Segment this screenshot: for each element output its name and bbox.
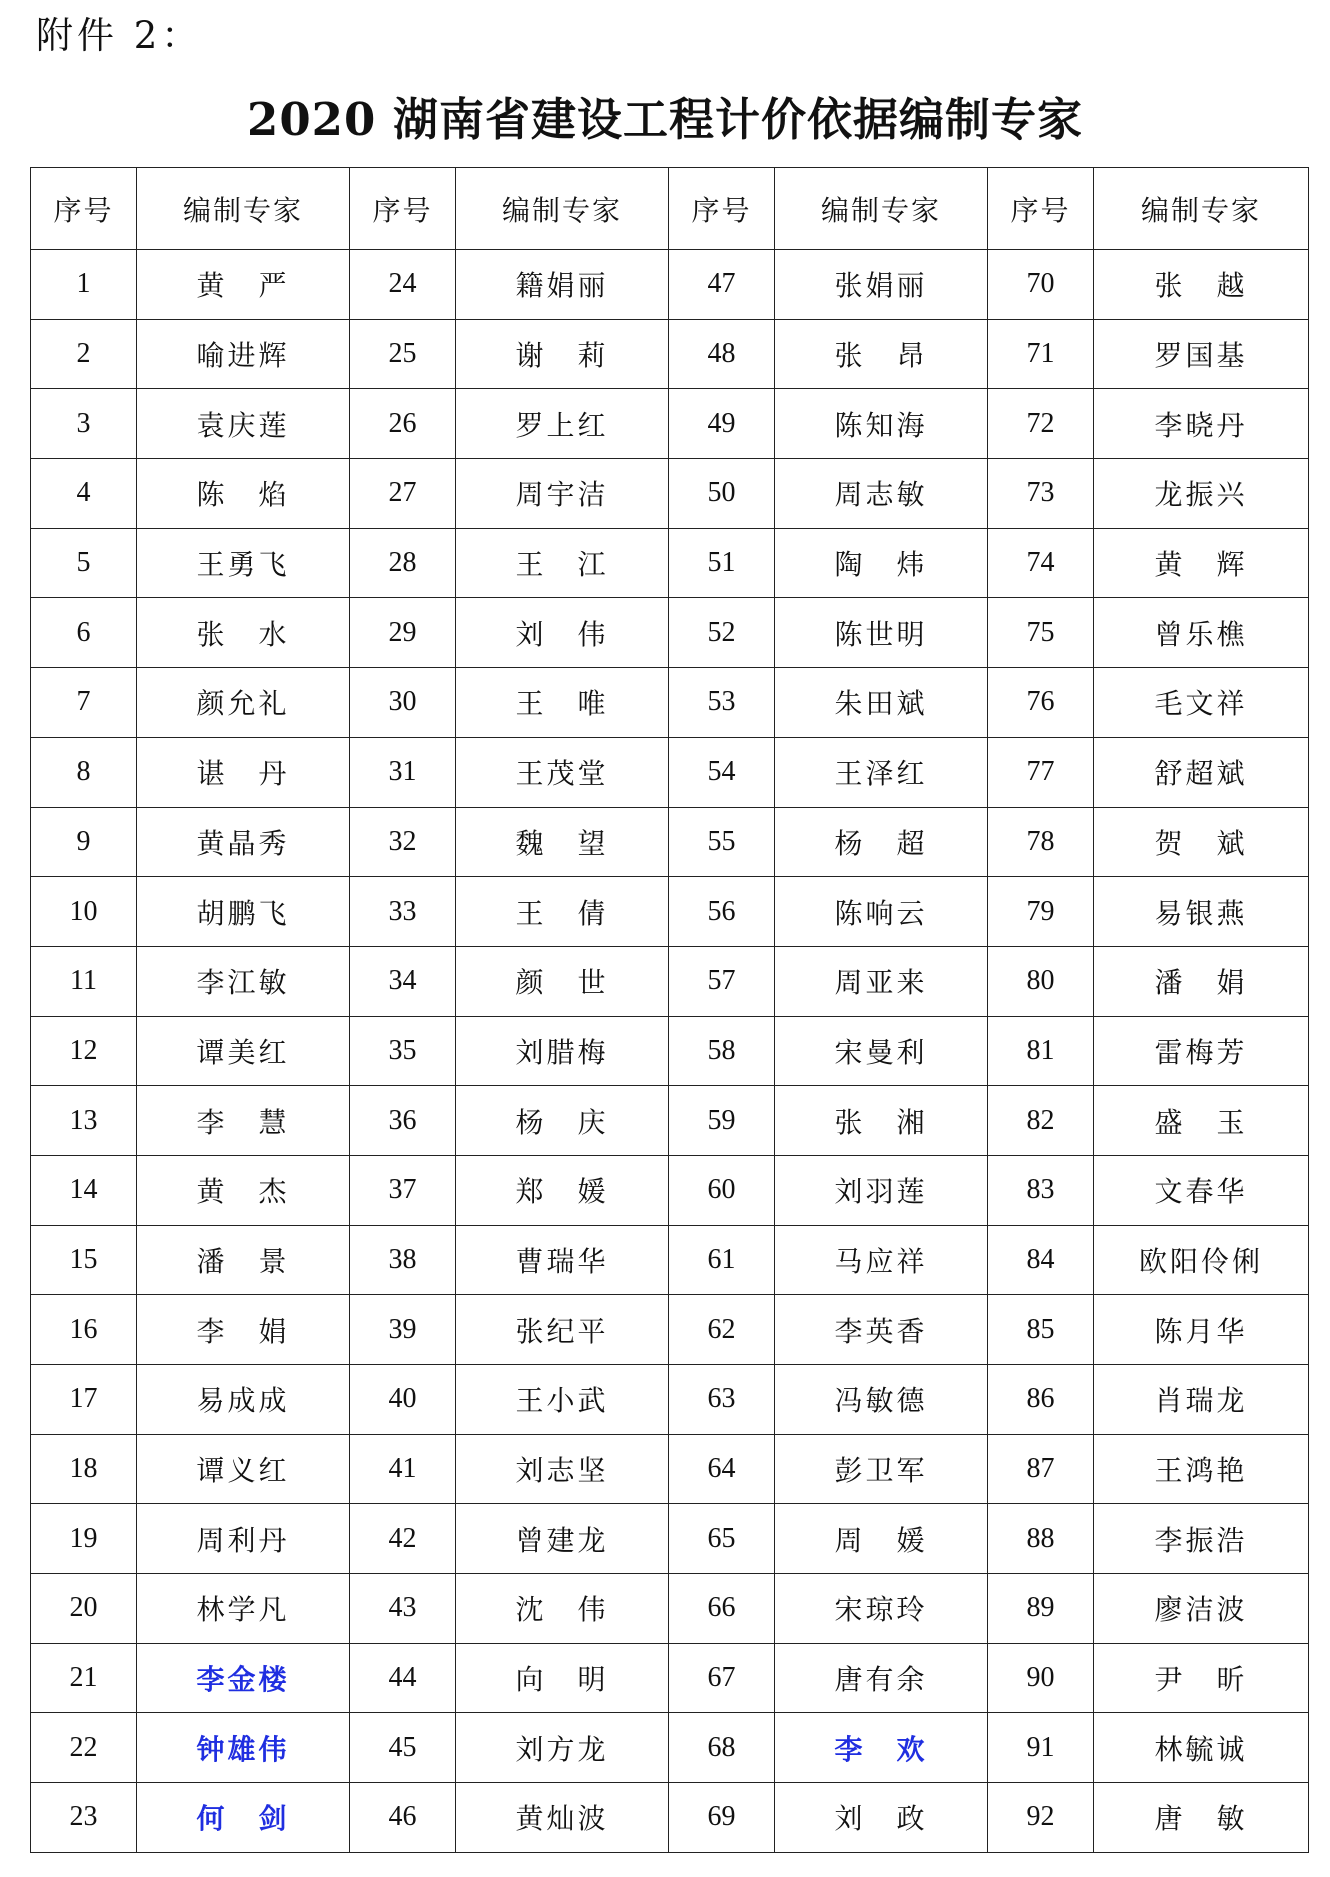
table-body	[31, 250, 1309, 1853]
serial-number-cell: 27	[350, 459, 456, 529]
expert-name-cell: 潘 景	[137, 1225, 350, 1295]
expert-name-cell: 何 剑	[137, 1783, 350, 1853]
expert-name-cell: 王茂堂	[456, 737, 669, 807]
serial-number-cell: 63	[669, 1365, 775, 1435]
serial-number-cell: 6	[31, 598, 137, 668]
serial-number-cell: 56	[669, 877, 775, 947]
expert-name-cell: 黄 辉	[1094, 528, 1309, 598]
serial-number-cell: 48	[669, 319, 775, 389]
table-header-row	[31, 168, 1309, 250]
expert-name-cell: 张娟丽	[775, 250, 988, 320]
expert-name-cell: 黄灿波	[456, 1783, 669, 1853]
expert-name-cell: 钟雄伟	[137, 1713, 350, 1783]
expert-name-cell: 周 媛	[775, 1504, 988, 1574]
expert-name-cell: 曹瑞华	[456, 1225, 669, 1295]
serial-number-cell: 8	[31, 737, 137, 807]
expert-name-cell: 刘方龙	[456, 1713, 669, 1783]
expert-name-cell: 颜 世	[456, 946, 669, 1016]
serial-number-cell: 32	[350, 807, 456, 877]
serial-number-cell: 91	[988, 1713, 1094, 1783]
expert-name-cell: 肖瑞龙	[1094, 1365, 1309, 1435]
expert-name-cell: 张 湘	[775, 1086, 988, 1156]
expert-name-cell: 王泽红	[775, 737, 988, 807]
serial-number-cell: 13	[31, 1086, 137, 1156]
serial-number-cell: 52	[669, 598, 775, 668]
serial-number-cell: 14	[31, 1155, 137, 1225]
serial-number-cell: 45	[350, 1713, 456, 1783]
expert-name-cell: 喻进辉	[137, 319, 350, 389]
serial-number-cell: 3	[31, 389, 137, 459]
serial-number-cell: 83	[988, 1155, 1094, 1225]
expert-name-cell: 刘腊梅	[456, 1016, 669, 1086]
expert-name-cell: 周志敏	[775, 459, 988, 529]
expert-name-cell: 陈 焰	[137, 459, 350, 529]
table-row	[31, 1295, 1309, 1365]
expert-name-cell: 罗上红	[456, 389, 669, 459]
expert-name-cell: 谭义红	[137, 1434, 350, 1504]
expert-name-cell: 李 慧	[137, 1086, 350, 1156]
expert-name-cell: 张 昂	[775, 319, 988, 389]
table-row	[31, 319, 1309, 389]
expert-name-cell: 谢 莉	[456, 319, 669, 389]
expert-name-cell: 李 娟	[137, 1295, 350, 1365]
serial-number-cell: 28	[350, 528, 456, 598]
serial-number-cell: 34	[350, 946, 456, 1016]
expert-name-cell: 籍娟丽	[456, 250, 669, 320]
expert-name-cell: 向 明	[456, 1643, 669, 1713]
serial-number-cell: 40	[350, 1365, 456, 1435]
serial-number-cell: 41	[350, 1434, 456, 1504]
table-row	[31, 807, 1309, 877]
expert-name-cell: 刘志坚	[456, 1434, 669, 1504]
table-row	[31, 528, 1309, 598]
table-row	[31, 1155, 1309, 1225]
expert-name-cell: 林毓诚	[1094, 1713, 1309, 1783]
table-row	[31, 1434, 1309, 1504]
serial-number-cell: 90	[988, 1643, 1094, 1713]
serial-number-cell: 78	[988, 807, 1094, 877]
table-row	[31, 1225, 1309, 1295]
serial-number-cell: 23	[31, 1783, 137, 1853]
expert-name-cell: 王鸿艳	[1094, 1434, 1309, 1504]
serial-number-cell: 76	[988, 668, 1094, 738]
expert-name-cell: 林学凡	[137, 1574, 350, 1644]
serial-number-cell: 46	[350, 1783, 456, 1853]
serial-number-cell: 64	[669, 1434, 775, 1504]
expert-name-cell: 王勇飞	[137, 528, 350, 598]
expert-name-cell: 马应祥	[775, 1225, 988, 1295]
serial-number-cell: 9	[31, 807, 137, 877]
expert-name-cell: 陈响云	[775, 877, 988, 947]
expert-name-cell: 王小武	[456, 1365, 669, 1435]
expert-name-cell: 杨 庆	[456, 1086, 669, 1156]
serial-number-cell: 30	[350, 668, 456, 738]
table-row	[31, 598, 1309, 668]
expert-name-cell: 谭美红	[137, 1016, 350, 1086]
serial-number-cell: 67	[669, 1643, 775, 1713]
expert-name-cell: 王 江	[456, 528, 669, 598]
serial-number-cell: 22	[31, 1713, 137, 1783]
serial-number-cell: 42	[350, 1504, 456, 1574]
serial-number-cell: 36	[350, 1086, 456, 1156]
table-row	[31, 1643, 1309, 1713]
serial-number-cell: 58	[669, 1016, 775, 1086]
column-header-serial-number: 序号	[669, 168, 775, 250]
serial-number-cell: 11	[31, 946, 137, 1016]
column-header-expert: 编制专家	[456, 168, 669, 250]
expert-name-cell: 王 倩	[456, 877, 669, 947]
table-row	[31, 1713, 1309, 1783]
serial-number-cell: 43	[350, 1574, 456, 1644]
table-row	[31, 737, 1309, 807]
expert-name-cell: 魏 望	[456, 807, 669, 877]
serial-number-cell: 7	[31, 668, 137, 738]
serial-number-cell: 51	[669, 528, 775, 598]
expert-name-cell: 盛 玉	[1094, 1086, 1309, 1156]
serial-number-cell: 24	[350, 250, 456, 320]
expert-name-cell: 郑 媛	[456, 1155, 669, 1225]
expert-name-cell: 唐有余	[775, 1643, 988, 1713]
expert-name-cell: 朱田斌	[775, 668, 988, 738]
table-row	[31, 946, 1309, 1016]
serial-number-cell: 82	[988, 1086, 1094, 1156]
expert-name-cell: 李江敏	[137, 946, 350, 1016]
expert-name-cell: 龙振兴	[1094, 459, 1309, 529]
table-row	[31, 1016, 1309, 1086]
serial-number-cell: 66	[669, 1574, 775, 1644]
serial-number-cell: 68	[669, 1713, 775, 1783]
expert-name-cell: 李 欢	[775, 1713, 988, 1783]
expert-name-cell: 冯敏德	[775, 1365, 988, 1435]
expert-name-cell: 廖洁波	[1094, 1574, 1309, 1644]
serial-number-cell: 44	[350, 1643, 456, 1713]
expert-name-cell: 刘 政	[775, 1783, 988, 1853]
expert-name-cell: 周宇洁	[456, 459, 669, 529]
table-row	[31, 389, 1309, 459]
serial-number-cell: 80	[988, 946, 1094, 1016]
serial-number-cell: 31	[350, 737, 456, 807]
expert-name-cell: 颜允礼	[137, 668, 350, 738]
expert-name-cell: 尹 昕	[1094, 1643, 1309, 1713]
expert-name-cell: 刘 伟	[456, 598, 669, 668]
serial-number-cell: 77	[988, 737, 1094, 807]
table-row	[31, 1365, 1309, 1435]
table-row	[31, 459, 1309, 529]
serial-number-cell: 57	[669, 946, 775, 1016]
expert-name-cell: 贺 斌	[1094, 807, 1309, 877]
serial-number-cell: 19	[31, 1504, 137, 1574]
serial-number-cell: 16	[31, 1295, 137, 1365]
serial-number-cell: 74	[988, 528, 1094, 598]
expert-name-cell: 易成成	[137, 1365, 350, 1435]
table-row	[31, 1504, 1309, 1574]
serial-number-cell: 35	[350, 1016, 456, 1086]
expert-name-cell: 易银燕	[1094, 877, 1309, 947]
serial-number-cell: 26	[350, 389, 456, 459]
expert-name-cell: 舒超斌	[1094, 737, 1309, 807]
serial-number-cell: 54	[669, 737, 775, 807]
column-header-serial-number: 序号	[988, 168, 1094, 250]
expert-name-cell: 毛文祥	[1094, 668, 1309, 738]
serial-number-cell: 10	[31, 877, 137, 947]
table-row	[31, 1574, 1309, 1644]
serial-number-cell: 92	[988, 1783, 1094, 1853]
expert-name-cell: 文春华	[1094, 1155, 1309, 1225]
table-row	[31, 877, 1309, 947]
experts-table	[30, 167, 1309, 1853]
serial-number-cell: 53	[669, 668, 775, 738]
expert-name-cell: 唐 敏	[1094, 1783, 1309, 1853]
table-row	[31, 250, 1309, 320]
serial-number-cell: 2	[31, 319, 137, 389]
serial-number-cell: 59	[669, 1086, 775, 1156]
expert-name-cell: 宋琼玲	[775, 1574, 988, 1644]
serial-number-cell: 87	[988, 1434, 1094, 1504]
serial-number-cell: 49	[669, 389, 775, 459]
expert-name-cell: 陈知海	[775, 389, 988, 459]
serial-number-cell: 15	[31, 1225, 137, 1295]
serial-number-cell: 4	[31, 459, 137, 529]
serial-number-cell: 85	[988, 1295, 1094, 1365]
expert-name-cell: 李振浩	[1094, 1504, 1309, 1574]
expert-name-cell: 陈月华	[1094, 1295, 1309, 1365]
column-header-serial-number: 序号	[350, 168, 456, 250]
expert-name-cell: 张 水	[137, 598, 350, 668]
expert-name-cell: 雷梅芳	[1094, 1016, 1309, 1086]
expert-name-cell: 黄晶秀	[137, 807, 350, 877]
expert-name-cell: 周利丹	[137, 1504, 350, 1574]
serial-number-cell: 61	[669, 1225, 775, 1295]
expert-name-cell: 袁庆莲	[137, 389, 350, 459]
serial-number-cell: 20	[31, 1574, 137, 1644]
serial-number-cell: 88	[988, 1504, 1094, 1574]
serial-number-cell: 1	[31, 250, 137, 320]
serial-number-cell: 73	[988, 459, 1094, 529]
expert-name-cell: 彭卫军	[775, 1434, 988, 1504]
expert-name-cell: 王 唯	[456, 668, 669, 738]
expert-name-cell: 罗国基	[1094, 319, 1309, 389]
serial-number-cell: 17	[31, 1365, 137, 1435]
expert-name-cell: 黄 杰	[137, 1155, 350, 1225]
serial-number-cell: 71	[988, 319, 1094, 389]
serial-number-cell: 47	[669, 250, 775, 320]
serial-number-cell: 37	[350, 1155, 456, 1225]
expert-name-cell: 杨 超	[775, 807, 988, 877]
serial-number-cell: 55	[669, 807, 775, 877]
expert-name-cell: 黄 严	[137, 250, 350, 320]
serial-number-cell: 33	[350, 877, 456, 947]
serial-number-cell: 12	[31, 1016, 137, 1086]
serial-number-cell: 69	[669, 1783, 775, 1853]
expert-name-cell: 周亚来	[775, 946, 988, 1016]
serial-number-cell: 72	[988, 389, 1094, 459]
column-header-expert: 编制专家	[1094, 168, 1309, 250]
serial-number-cell: 18	[31, 1434, 137, 1504]
expert-name-cell: 沈 伟	[456, 1574, 669, 1644]
column-header-expert: 编制专家	[137, 168, 350, 250]
expert-name-cell: 陈世明	[775, 598, 988, 668]
serial-number-cell: 39	[350, 1295, 456, 1365]
serial-number-cell: 60	[669, 1155, 775, 1225]
serial-number-cell: 89	[988, 1574, 1094, 1644]
serial-number-cell: 21	[31, 1643, 137, 1713]
expert-name-cell: 曾乐樵	[1094, 598, 1309, 668]
expert-name-cell: 李英香	[775, 1295, 988, 1365]
expert-name-cell: 谌 丹	[137, 737, 350, 807]
serial-number-cell: 38	[350, 1225, 456, 1295]
expert-name-cell: 欧阳伶俐	[1094, 1225, 1309, 1295]
serial-number-cell: 65	[669, 1504, 775, 1574]
column-header-serial-number: 序号	[31, 168, 137, 250]
table-row	[31, 1086, 1309, 1156]
serial-number-cell: 79	[988, 877, 1094, 947]
expert-name-cell: 胡鹏飞	[137, 877, 350, 947]
serial-number-cell: 50	[669, 459, 775, 529]
expert-name-cell: 宋曼利	[775, 1016, 988, 1086]
document-title: 2020 湖南省建设工程计价依据编制专家	[247, 93, 1083, 146]
expert-name-cell: 李晓丹	[1094, 389, 1309, 459]
serial-number-cell: 84	[988, 1225, 1094, 1295]
table-row	[31, 668, 1309, 738]
expert-name-cell: 陶 炜	[775, 528, 988, 598]
serial-number-cell: 86	[988, 1365, 1094, 1435]
serial-number-cell: 81	[988, 1016, 1094, 1086]
expert-name-cell: 潘 娟	[1094, 946, 1309, 1016]
serial-number-cell: 25	[350, 319, 456, 389]
serial-number-cell: 62	[669, 1295, 775, 1365]
expert-name-cell: 张 越	[1094, 250, 1309, 320]
column-header-expert: 编制专家	[775, 168, 988, 250]
serial-number-cell: 29	[350, 598, 456, 668]
expert-name-cell: 刘羽莲	[775, 1155, 988, 1225]
attachment-label: 附件 2：	[36, 14, 203, 57]
serial-number-cell: 75	[988, 598, 1094, 668]
table-row	[31, 1783, 1309, 1853]
expert-name-cell: 曾建龙	[456, 1504, 669, 1574]
serial-number-cell: 5	[31, 528, 137, 598]
expert-name-cell: 张纪平	[456, 1295, 669, 1365]
expert-name-cell: 李金楼	[137, 1643, 350, 1713]
serial-number-cell: 70	[988, 250, 1094, 320]
